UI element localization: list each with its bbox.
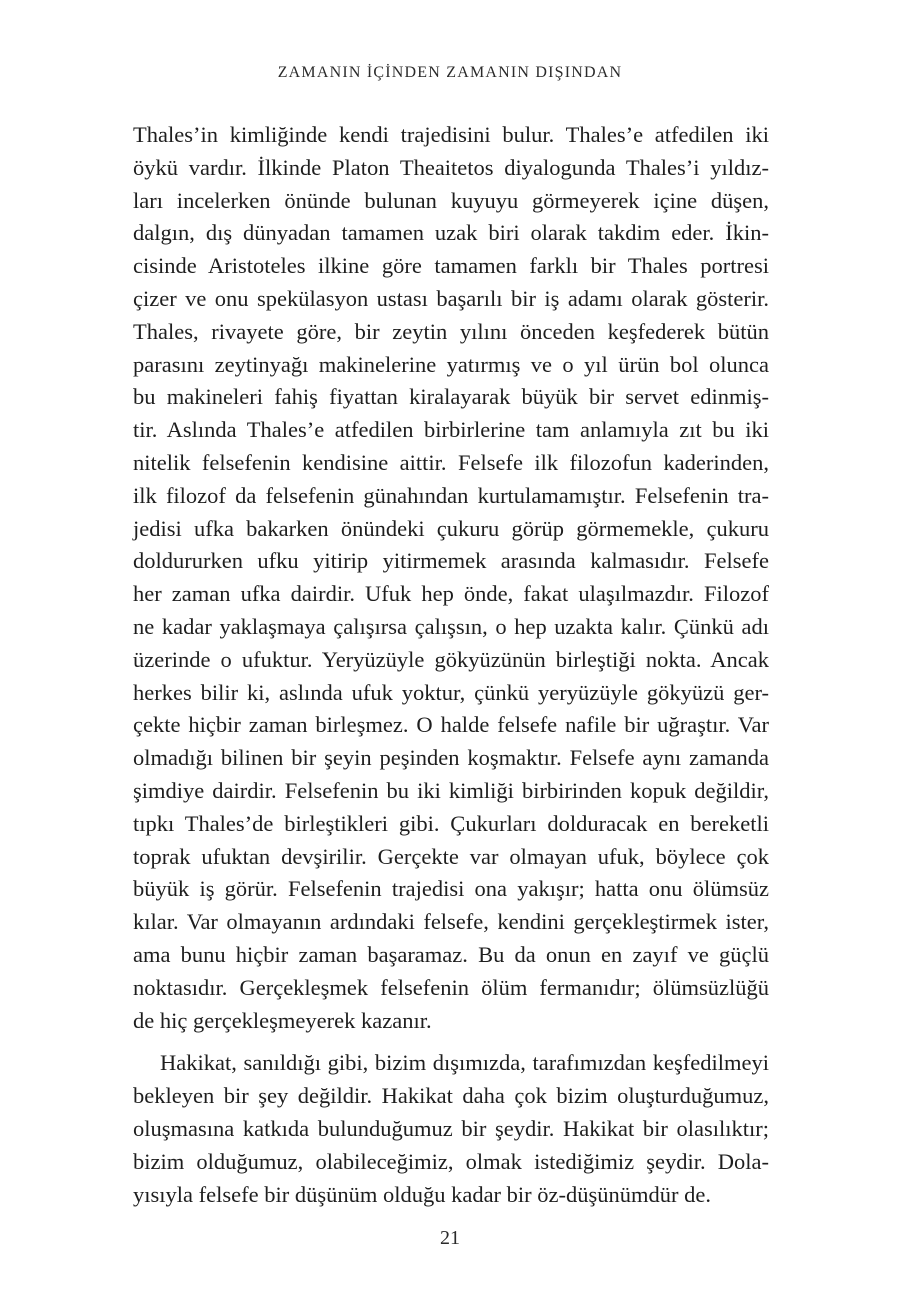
text-line: de hiç gerçekleşmeyerek kazanır. xyxy=(133,1007,432,1033)
text-line: toprak ufuktan devşirilir. Gerçekte var olmayan ufuk, böylece çok xyxy=(133,843,769,869)
text-line: Hakikat, sanıldığı gibi, bizim dışımızda, tarafımızdan keşfedilmeyi xyxy=(160,1050,769,1076)
text-line: cisinde Aristoteles ilkine göre tamamen farklı bir Thales portresi xyxy=(133,253,769,279)
text-line: doldururken ufku yitirip yitirmemek arasında kalmasıdır. Felsefe xyxy=(133,548,769,574)
text-line: olmadığı bilinen bir şeyin peşinden koşmaktır. Felsefe aynı zamanda xyxy=(133,745,769,771)
text-line: bekleyen bir şey değildir. Hakikat daha çok bizim oluşturduğumuz, xyxy=(133,1083,769,1109)
text-line: büyük iş görür. Felsefenin trajedisi ona yakışır; hatta onu ölümsüz xyxy=(133,876,769,902)
text-line: her zaman ufka dairdir. Ufuk hep önde, fakat ulaşılmazdır. Filozof xyxy=(133,581,769,607)
text-line: üzerinde o ufuktur. Yeryüzüyle gökyüzünün birleştiği nokta. Ancak xyxy=(133,646,769,672)
text-line: çizer ve onu spekülasyon ustası başarılı bir iş adamı olarak gösterir. xyxy=(133,285,769,311)
text-line: öykü vardır. İlkinde Platon Theaitetos diyalogunda Thales’i yıldız- xyxy=(133,154,769,180)
text-line: ne kadar yaklaşmaya çalışırsa çalışsın, o hep uzakta kalır. Çünkü adı xyxy=(133,613,769,639)
running-header-title: ZAMANIN İÇİNDEN ZAMANIN DIŞINDAN xyxy=(277,64,623,81)
text-line: dalgın, dış dünyadan tamamen uzak biri olarak takdim eder. İkin- xyxy=(133,220,769,246)
text-line: oluşmasına katkıda bulunduğumuz bir şeydir. Hakikat bir olasılıktır; xyxy=(133,1115,769,1141)
text-line: jedisi ufka bakarken önündeki çukuru görüp görmemekle, çukuru xyxy=(133,515,769,541)
text-line: ama bunu hiçbir zaman başaramaz. Bu da onun en zayıf ve güçlü xyxy=(133,941,769,967)
text-line: parasını zeytinyağı makinelerine yatırmış ve o yıl ürün bol olunca xyxy=(133,351,769,377)
page-number: 21 xyxy=(440,1227,460,1249)
text-line: Thales, rivayete göre, bir zeytin yılını önceden keşfederek bütün xyxy=(133,318,769,344)
text-line: çekte hiçbir zaman birleşmez. O halde felsefe nafile bir uğraştır. Var xyxy=(133,712,769,738)
text-line: bizim olduğumuz, olabileceğimiz, olmak istediğimiz şeydir. Dola- xyxy=(133,1148,769,1174)
paragraph-spacer xyxy=(133,1037,769,1047)
text-line: tıpkı Thales’de birleştikleri gibi. Çukurları dolduracak en bereketli xyxy=(133,810,769,836)
text-line: şimdiye dairdir. Felsefenin bu iki kimliği birbirinden kopuk değildir, xyxy=(133,777,769,803)
text-line: bu makineleri fahiş fiyattan kiralayarak büyük bir servet edinmiş- xyxy=(133,384,769,410)
text-line: ları incelerken önünde bulunan kuyuyu görmeyerek içine düşen, xyxy=(133,187,769,213)
paragraph-1 xyxy=(133,119,769,1037)
body-text xyxy=(133,119,769,1211)
text-line: herkes bilir ki, aslında ufuk yoktur, çünkü yeryüzüyle gökyüzü ger- xyxy=(133,679,769,705)
paragraph-2 xyxy=(133,1047,769,1211)
text-line: Thales’in kimliğinde kendi trajedisini bulur. Thales’e atfedilen iki xyxy=(133,122,769,147)
text-line: ilk filozof da felsefenin günahından kurtulamamıştır. Felsefenin tra- xyxy=(133,482,769,508)
text-line: tir. Aslında Thales’e atfedilen birbirlerine tam anlamıyla zıt bu iki xyxy=(133,417,769,443)
text-line: kılar. Var olmayanın ardındaki felsefe, kendini gerçekleştirmek ister, xyxy=(133,909,769,935)
text-line: nitelik felsefenin kendisine aittir. Felsefe ilk filozofun kaderinden, xyxy=(133,449,769,475)
text-line: yısıyla felsefe bir düşünüm olduğu kadar bir öz-düşünümdür de. xyxy=(133,1181,712,1207)
text-line: noktasıdır. Gerçekleşmek felsefenin ölüm fermanıdır; ölümsüzlüğü xyxy=(133,974,769,1000)
